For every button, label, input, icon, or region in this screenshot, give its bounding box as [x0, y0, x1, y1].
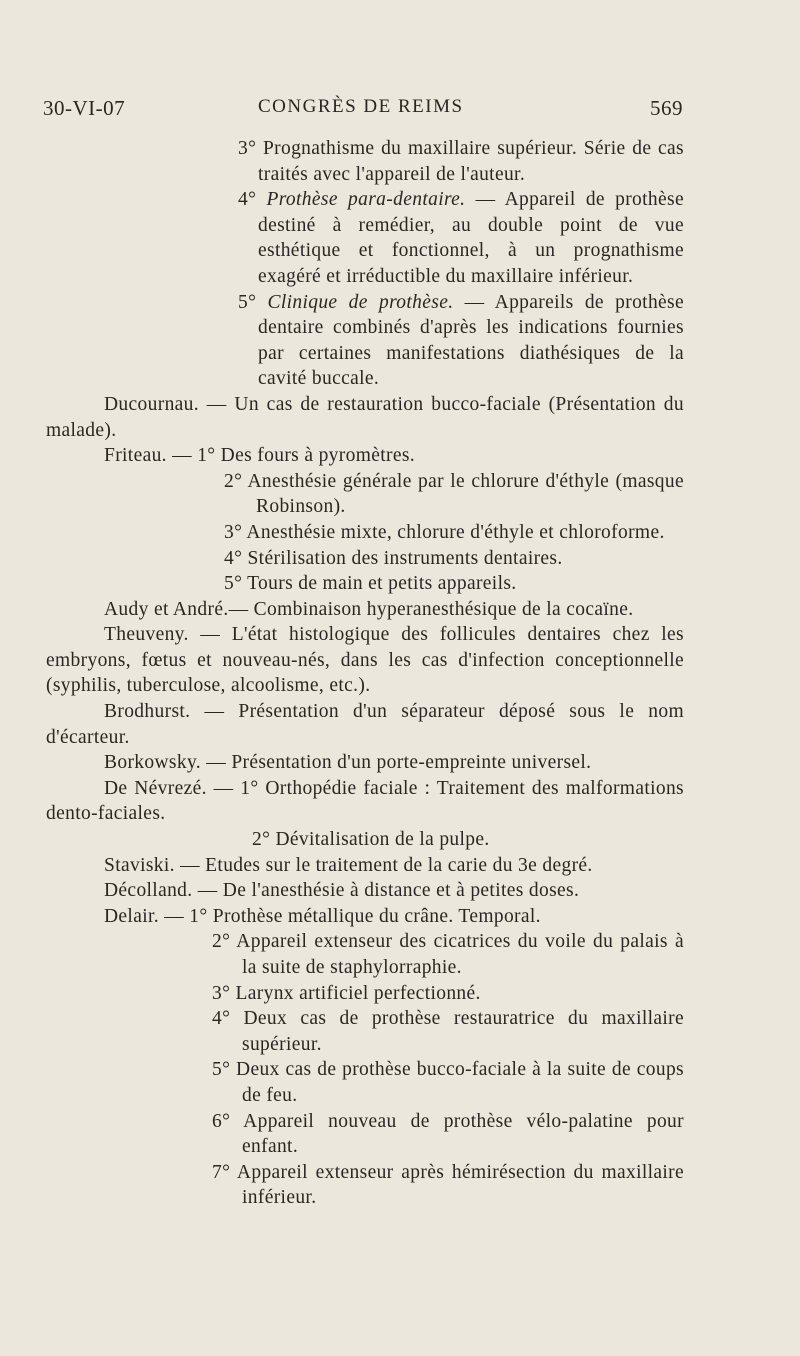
entry-friteau5 [46, 571, 684, 597]
entry-number: 2° [252, 829, 276, 851]
entry-text: Larynx artificiel perfectionné. [235, 982, 481, 1004]
header-title: CONGRÈS DE REIMS [258, 96, 464, 117]
entry-text: Stérilisation des instruments dentaires. [247, 547, 563, 569]
entry-number: 5° [224, 573, 248, 595]
entry-staviski [46, 853, 684, 879]
entry-text: Friteau. — 1° Des fours à pyromètres. [104, 445, 416, 467]
entry-text: Staviski. — Etudes sur le traitement de la carie du 3e degré. [104, 854, 593, 876]
entry-text: Appareil extenseur après hémirésection du maxillaire inférieur. [236, 1161, 684, 1209]
entry-text: Tours de main et petits appareils. [247, 573, 517, 595]
running-header [43, 96, 683, 126]
entry-decolland [46, 878, 684, 904]
entry-number: 4° [224, 547, 248, 569]
entry-number: 3° [238, 138, 263, 159]
entry-text: Borkowsky. — Présentation d'un porte-empreinte universel. [104, 752, 592, 774]
entry-text: Prognathisme du maxillaire supérieur. Série de cas traités avec l'appareil de l'auteur. [258, 138, 684, 185]
entry-text: Brodhurst. — Présentation d'un séparateur déposé sous le nom d'écarteur. [46, 701, 684, 748]
header-date: 30-VI-07 [43, 96, 126, 120]
entry-delair6 [46, 1109, 684, 1160]
entry-text: Deux cas de prothèse restauratrice du maxillaire supérieur. [242, 1008, 684, 1055]
entry-number: 2° [212, 931, 237, 953]
entry-delair2 [46, 929, 684, 980]
entry-delair5 [46, 1057, 684, 1108]
entry-number: 5° [212, 1059, 237, 1081]
entry-ducournau [46, 392, 684, 443]
entry-delair3 [46, 981, 684, 1007]
entry-italic-title: Clinique de prothèse. [267, 291, 454, 313]
entry-friteau1 [46, 443, 684, 469]
entry-delair1 [46, 904, 684, 930]
entry-number: 6° [212, 1110, 244, 1132]
entry-text: Appareil extenseur des cicatrices du voile du palais à la suite de staphylorraphie. [236, 931, 684, 978]
page-body [46, 136, 684, 1211]
entry-text: Décolland. — De l'anesthésie à distance et à petites doses. [104, 880, 580, 902]
entry-text: Appareil nouveau de prothèse vélo-palatine pour enfant. [242, 1110, 684, 1158]
entry-number: 7° [212, 1161, 237, 1183]
entry-text: Anesthésie générale par le chlorure d'éthyle (masque Robinson). [247, 470, 684, 518]
entry-e5 [46, 290, 684, 392]
entry-text: Anesthésie mixte, chlorure d'éthyle et chloroforme. [246, 521, 665, 543]
entry-number: 4° [212, 1008, 244, 1030]
entry-text: — Appareil de prothèse destiné à remédier, au double point de vue esthétique et fonctionnel, à un prognathisme exagéré et irréductible du maxillaire inférieur. [258, 189, 684, 287]
entry-number: 3° [224, 521, 247, 543]
entry-text: Deux cas de prothèse bucco-faciale à la suite de coups de feu. [236, 1059, 684, 1106]
entry-text: Delair. — 1° Prothèse métallique du crâne. Temporal. [104, 905, 541, 927]
entry-text: Ducournau. — Un cas de restauration bucco-faciale (Présentation du malade). [46, 393, 684, 441]
entry-text: De Névrezé. — 1° Orthopédie faciale : Traitement des malformations dento-faciales. [46, 777, 684, 825]
entry-e4 [46, 187, 684, 289]
entry-brodhurst [46, 699, 684, 750]
entry-friteau3 [46, 520, 684, 546]
entry-number: 4° [238, 189, 267, 211]
entry-friteau2 [46, 469, 684, 520]
entry-borkowsky [46, 750, 684, 776]
entry-text: Audy et André.— Combinaison hyperanesthésique de la cocaïne. [104, 598, 634, 620]
entry-delair7 [46, 1160, 684, 1211]
entry-number: 5° [238, 291, 268, 313]
entry-text: Theuveny. — L'état histologique des follicules dentaires chez les embryons, fœtus et nouveau-nés, dans les cas d'infection conceptionnelle (syphilis, tuberculose, alcoolisme, etc.). [46, 624, 684, 697]
entry-number: 3° [212, 982, 236, 1004]
page-number: 569 [650, 96, 683, 120]
entry-nevreze2 [46, 827, 684, 853]
entry-audy [46, 597, 684, 623]
entry-delair4 [46, 1006, 684, 1057]
entry-theuveny [46, 622, 684, 699]
entry-text: Dévitalisation de la pulpe. [275, 829, 490, 851]
entry-italic-title: Prothèse para-dentaire. [266, 189, 466, 211]
entry-number: 2° [224, 470, 248, 492]
entry-nevreze1 [46, 776, 684, 827]
entry-text: — Appareils de prothèse dentaire combinés d'après les indications fournies par certaines manifestations diathésiques de la cavité buccale. [258, 291, 684, 390]
entry-e3 [46, 136, 684, 187]
entry-friteau4 [46, 546, 684, 572]
